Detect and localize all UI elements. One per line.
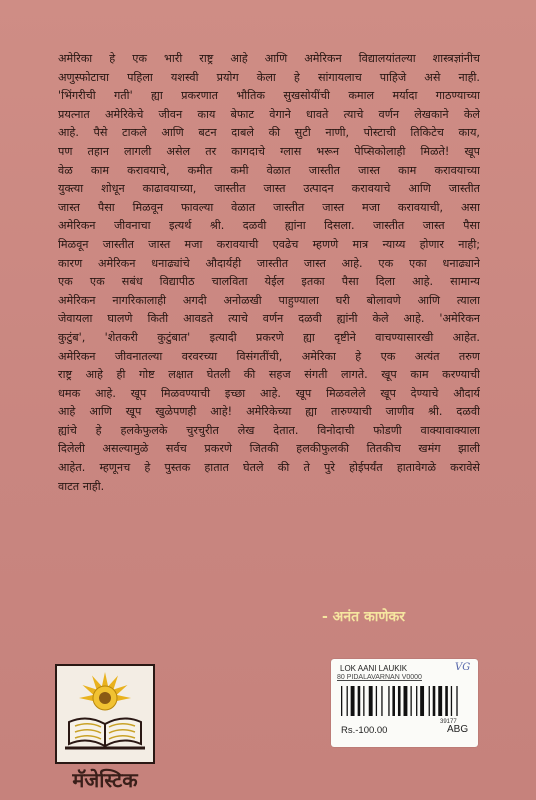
barcode-bar [416, 686, 417, 716]
barcode-bar [429, 686, 430, 716]
barcode-bar [433, 686, 436, 716]
blurb-line: वेळ काम करावयाचे, कमीत कमी वेळात जास्तीत जास्त काम करावयाच्या [58, 163, 480, 177]
blurb-line: अमेरिका हे एक भारी राष्ट्र आहे आणि अमेरिकन विद्यालयांतल्या शास्त्रज्ञांनीच [58, 52, 480, 65]
barcode-bar [369, 686, 373, 716]
barcode-bar [363, 686, 364, 716]
barcode-bar [341, 686, 342, 716]
blurb-line: जास्त पैसा मिळवून फावल्या वेळात जास्तीत जास्त मजा करावयाची, असा [58, 200, 480, 214]
barcode-bar [420, 686, 424, 716]
blurb-line: पण तहान लागली असेल तर कागदाचे ग्लास भरून पेप्सिकोलाही मिळते! खूप [58, 144, 480, 158]
blurb-line: अमेरिकन जीवनातल्या वरवरच्या विसंगतींची, अमेरिका हे एक अत्यंत तरुण [58, 349, 480, 363]
barcode-bar [404, 686, 408, 716]
barcode-bar [445, 686, 448, 716]
sticker-tag: ABG [447, 724, 469, 735]
barcode-bar [376, 686, 377, 716]
barcode-bar [398, 686, 401, 716]
blurb-line: 'भिंगरीची गती' ह्या प्रकरणात भौतिक सुखसोयींची कमाल मर्यादा गाठण्याच्या [58, 89, 480, 103]
sticker-code: 80 PIDALAVARNAN V0000 [337, 674, 422, 681]
barcode-bar [388, 686, 389, 716]
blurb-line: वाटत नाही. [58, 479, 105, 493]
blurb-line: ह्यांचे हे हलकेफुलके चुरचुरीत लेख देतात. विनोदाची फोडणी वाक्यावाक्याला [58, 423, 480, 437]
blurb-line: दिलेली असल्यामुळे सर्वच प्रकरणे जितकी हलकीफुलकी तितकीच खमंग झाली [58, 442, 480, 456]
blurb-line: मिळवून जास्तीत जास्त मजा करावयाची एवढेच म्हणणे मात्र न्याय्य होणार नाही; [58, 237, 480, 251]
blurb-line: धमक आहे. खूप मिळवण्याची इच्छा आहे. खूप मिळवलेले खूप देण्याचे औदार्य [58, 386, 480, 400]
barcode-bar [351, 686, 355, 716]
blurb-line: आहे आणि खूप खुळेपणही आहे! अमेरिकेच्या ह्या तारुण्याची जाणीव श्री. दळवी [58, 405, 480, 419]
blurb-line: आहेत. म्हणूनच हे पुस्तक हातात घेतले की ते पुरे होईपर्यंत हातावेगळे करावेसे [58, 461, 480, 475]
price-sticker [331, 659, 478, 747]
barcode-bar [381, 686, 382, 716]
blurb-line: जेवायला घालणे किती आवडते त्याचे वर्णन दळवी ह्यांनी केले आहे. 'अमेरिकन [58, 312, 480, 326]
blurb-line: प्रयत्नात अमेरिकेचे जीवन काय बेफाट वेगाने धावते त्याचे वर्णन लेखकाने केले [58, 107, 480, 121]
sticker-title: LOK AANI LAUKIK [340, 664, 408, 673]
blurb-text [58, 50, 480, 496]
barcode-bar [438, 686, 442, 716]
publisher-name: मॅजेस्टिक [72, 768, 138, 792]
blurb-line: युक्त्या शोधून काढावयाच्या, जास्तीत जास्त उत्पादन करावयाचे आणि जास्तीत [58, 182, 480, 196]
blurb-line: कुटुंब', 'शेतकरी कुटुंबात' इत्यादी प्रकरणे ह्या दृष्टीने वाचण्यासारखी आहेत. [58, 330, 480, 344]
barcode-bar [456, 686, 457, 716]
barcode-bar [392, 686, 395, 716]
blurb-line: आहे. पैसे टाकले आणि बटन दाबले की सुटी नाणी, पोस्टाची तिकिटेच काय, [58, 126, 480, 140]
blurb-line: राष्ट्र आहे ही गोष्ट लक्षात घेतली की सहज संगती लागते. खूप काम करण्याची [58, 368, 480, 382]
sticker-handwritten-mark: VG [455, 662, 471, 673]
blurb-line: अमेरिकन नागरिकालाही अगदी अनोळखी पाहुण्याला घरी बोलावणे आणि त्याला [58, 293, 480, 307]
author-signature: - अनंत काणेकर [322, 609, 405, 625]
blurb-line: एक एक सबंध विद्यापीठ चालविता येईल इतका पैसा दिला आहे. सामान्य [58, 275, 480, 289]
publisher-logo [55, 664, 155, 764]
barcode [341, 686, 465, 716]
sticker-price: Rs.-100.00 [341, 725, 388, 736]
blurb-line: कारण अमेरिकन धनाढ्यांचे औदार्यही जास्तीत जास्त आहे. एक एका धनाढ्याने [58, 256, 480, 270]
barcode-bar [451, 686, 452, 716]
barcode-bar [347, 686, 348, 716]
sticker-number: 39177 [440, 719, 457, 725]
barcode-bar [358, 686, 361, 716]
blurb-line: अमेरिकन जीवनाचा इत्यर्थ श्री. दळवी ह्यांना दिसला. जास्तीत जास्त पैसा [58, 219, 480, 233]
sun-over-open-book-icon [57, 666, 153, 762]
blurb-line: अणुस्फोटाचा पहिला यशस्वी प्रयोग केला हे सांगायलाच पाहिजे असे नाही. [58, 70, 480, 84]
barcode-bar [411, 686, 412, 716]
